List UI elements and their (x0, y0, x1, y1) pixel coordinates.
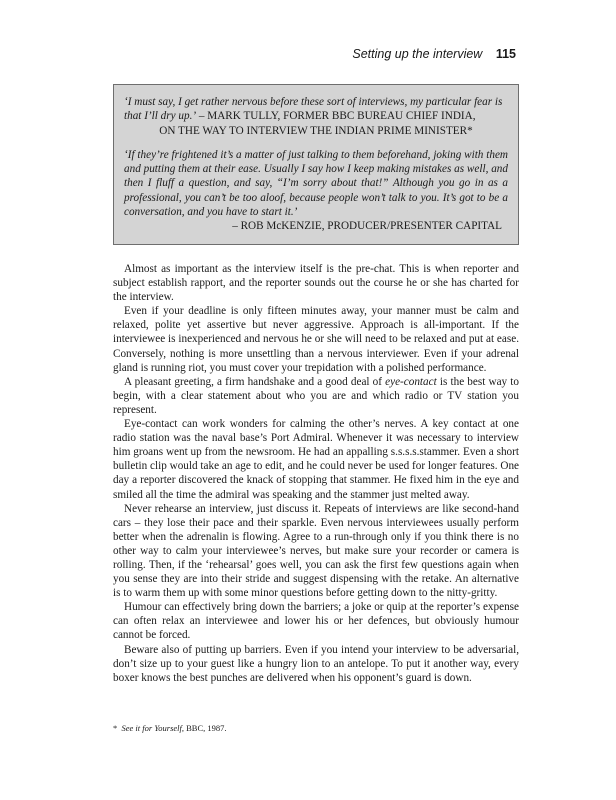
paragraph (113, 375, 519, 417)
chapter-title: Setting up the interview (352, 47, 483, 61)
paragraph-text: is the best way to begin, with a clear statement about who you are and which radio or TV station you represent. (113, 375, 519, 416)
paragraph: Beware also of putting up barriers. Even if you intend your interview to be adversarial, don’t size up to your guest like a hungry lion to an antelope. To put it another way, every boxer knows the best punches are delivered when his opponent’s guard is down. (113, 643, 519, 684)
paragraph-text: A pleasant greeting, a firm handshake and a good deal of (124, 375, 386, 388)
footnote-title: See it for Yourself (121, 723, 182, 733)
paragraph: Eye-contact can work wonders for calming the other’s nerves. A key contact at one radio station was the naval base’s Port Admiral. Whenever it was necessary to interview him groans went up from the newsroom. He had an appalling s.s.s.s.stammer. Even a short bulletin clip would take an age to edit, and he could never be used for longer features. One day a reporter discovered the knack of stopping that stammer. He fixed him in the eye and smiled all the time the admiral was speaking and the stammer just melted away. (113, 418, 519, 501)
paragraph: Almost as important as the interview itself is the pre-chat. This is when reporter and subject establish rapport, and the reporter sounds out the course he or she has charted for the interview. (113, 263, 519, 304)
quote-box (113, 84, 519, 245)
quote-1-text: ‘I must say, I get rather nervous before these sort of interviews, my particular fear is that I’ll dry up.’ (124, 96, 503, 123)
footnote-marker: * (113, 723, 118, 733)
paragraph: Even if your deadline is only fifteen minutes away, your manner must be calm and relaxed, polite yet assertive but never aggressive. Approach is all-important. If the interviewee is inexperienced and nervous he or she will need to be relaxed and put at ease. Conversely, nothing is more unsettling than a nervous interviewer. Even if your adrenal gland is running riot, you must cover your trepidation with a polished performance. (113, 305, 519, 374)
paragraph: Humour can effectively bring down the barriers; a joke or quip at the reporter’s expense can often relax an interviewee and lower his or her defences, but obviously humour cannot be forced. (113, 601, 519, 642)
footnote (113, 723, 519, 734)
body-text (113, 262, 519, 685)
footnote-rest: , BBC, 1987. (181, 723, 227, 733)
quote-2-text: ‘If they’re frightened it’s a matter of just talking to them beforehand, joking with them and putting them at their ease. Usually I say how I keep making mistakes as well, and then I fluff a question, and say, “I’m sorry about that!” Although you go in as a professional, you can’t be too aloof, because people won’t talk to you. It’s got to be a conversation, and you have to start it.’ (124, 148, 508, 219)
quote-1 (124, 95, 508, 124)
page-number: 115 (495, 47, 516, 61)
quote-2-attribution: – ROB McKENZIE, PRODUCER/PRESENTER CAPITAL (232, 220, 502, 233)
emphasis-eye-contact: eye-contact (385, 375, 437, 388)
running-header (352, 47, 516, 61)
paragraph: Never rehearse an interview, just discuss it. Repeats of interviews are like second-hand cars – they lose their pace and their sparkle. Even nervous interviewees usually perform better when the adrenalin is flowing. Agree to a run-through only if you think there is no other way to calm your interviewee’s nerves, but make sure your recorder or camera is rolling. Then, if the ‘rehearsal’ goes well, you can ask the first few questions again when you sense they are into their stride and suggest dispensing with the retake. An alternative is to warm them up with some minor questions before getting down to the nitty-gritty. (113, 502, 519, 600)
quote-1-attribution: – MARK TULLY, FORMER BBC BUREAU CHIEF INDIA, (196, 110, 476, 123)
quote-1-attribution-cont: ON THE WAY TO INTERVIEW THE INDIAN PRIME MINISTER* (159, 124, 473, 137)
